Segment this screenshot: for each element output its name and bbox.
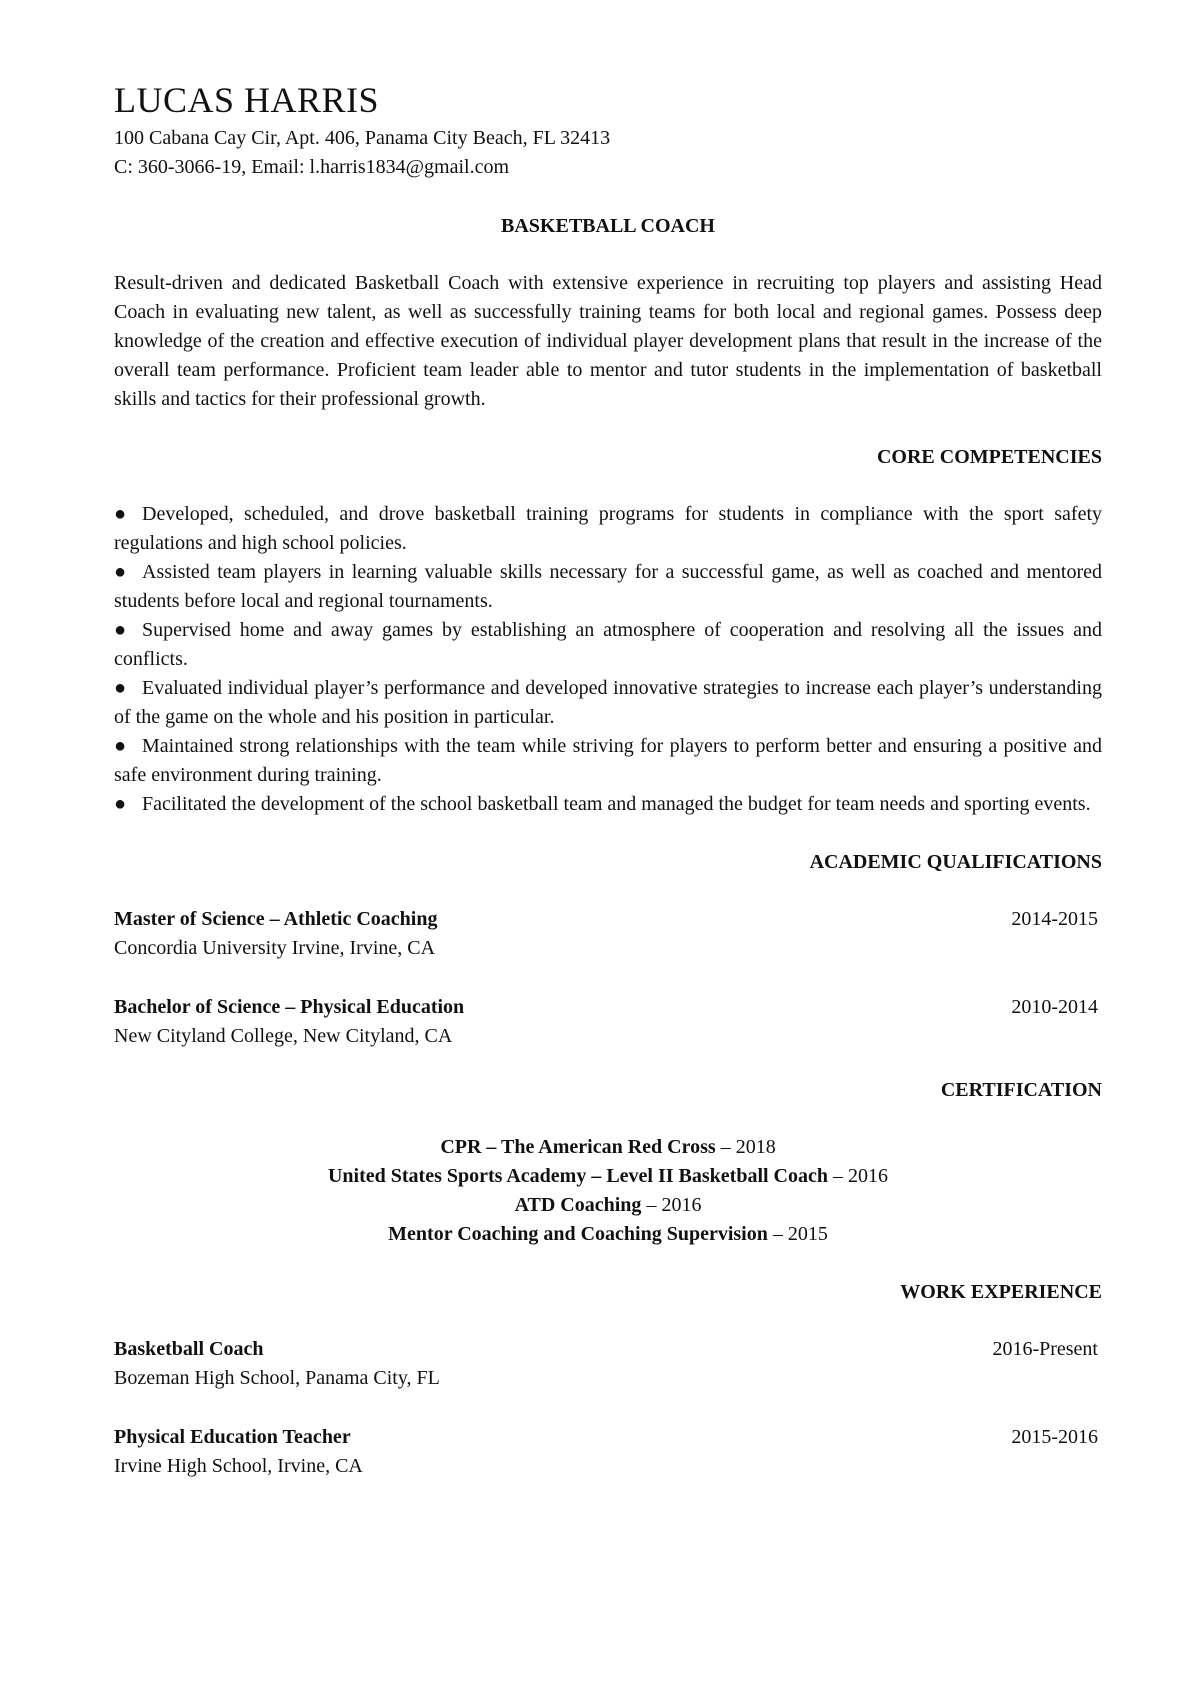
certification-heading: CERTIFICATION: [940, 1079, 1102, 1101]
education-entry: [114, 905, 1102, 963]
bullet-icon: ●: [114, 677, 127, 699]
work-experience-heading: WORK EXPERIENCE: [900, 1281, 1102, 1303]
certification-name: ATD Coaching: [514, 1194, 642, 1216]
competencies-list: [114, 500, 1102, 819]
job-title: Basketball Coach: [114, 1338, 264, 1360]
bullet-icon: ●: [114, 561, 127, 583]
school-name: Concordia University Irvine, Irvine, CA: [114, 937, 436, 959]
list-item: [114, 790, 1102, 819]
certification-item: [114, 1133, 1102, 1162]
competency-text: Developed, scheduled, and drove basketball training programs for students in compliance with the sport safety regulations and high school policies.: [114, 503, 1102, 554]
degree-title: Bachelor of Science – Physical Education: [114, 996, 465, 1018]
academic-qualifications-heading: ACADEMIC QUALIFICATIONS: [809, 851, 1102, 873]
certification-year: – 2015: [772, 1223, 828, 1245]
address-line: 100 Cabana Cay Cir, Apt. 406, Panama City Beach, FL 32413: [114, 127, 611, 149]
list-item: [114, 558, 1102, 616]
bullet-icon: ●: [114, 619, 127, 641]
employer-name: Irvine High School, Irvine, CA: [114, 1455, 363, 1477]
certification-list: [114, 1133, 1102, 1249]
certification-item: [114, 1191, 1102, 1220]
degree-years: 2010-2014: [1011, 996, 1098, 1018]
certification-name: CPR – The American Red Cross: [440, 1136, 716, 1158]
objective-title: BASKETBALL COACH: [501, 215, 715, 237]
certification-year: – 2018: [720, 1136, 776, 1158]
list-item: [114, 674, 1102, 732]
competency-text: Evaluated individual player’s performance and developed innovative strategies to increase each player’s understanding of the game on the whole and his position in particular.: [114, 677, 1102, 728]
school-name: New Cityland College, New Cityland, CA: [114, 1025, 453, 1047]
job-title: Physical Education Teacher: [114, 1426, 351, 1448]
degree-years: 2014-2015: [1011, 908, 1098, 930]
degree-title: Master of Science – Athletic Coaching: [114, 908, 438, 930]
experience-entry: [114, 1335, 1102, 1393]
competency-text: Maintained strong relationships with the team while striving for players to perform better and ensuring a positive and safe environment during training.: [114, 735, 1102, 786]
competency-text: Facilitated the development of the school basketball team and managed the budget for team needs and sporting events.: [142, 793, 1091, 815]
employer-name: Bozeman High School, Panama City, FL: [114, 1367, 440, 1389]
list-item: [114, 732, 1102, 790]
job-years: 2015-2016: [1011, 1426, 1098, 1448]
education-entry: [114, 993, 1102, 1051]
candidate-name: LUCAS HARRIS: [114, 80, 380, 120]
competency-text: Supervised home and away games by establishing an atmosphere of cooperation and resolving all the issues and conflicts.: [114, 619, 1102, 670]
certification-year: – 2016: [833, 1165, 888, 1187]
summary-paragraph: Result-driven and dedicated Basketball Coach with extensive experience in recruiting top players and assisting Head Coach in evaluating new talent, as well as successfully training teams for both local and regional games. Possess deep knowledge of the creation and effective execution of individual player development plans that result in the increase of the overall team performance. Proficient team leader able to mentor and tutor students in the implementation of basketball skills and tactics for their professional growth.: [114, 272, 1102, 410]
contact-line: C: 360-3066-19, Email: l.harris1834@gmail.com: [114, 156, 510, 178]
core-competencies-heading: CORE COMPETENCIES: [876, 446, 1102, 468]
certification-name: Mentor Coaching and Coaching Supervision: [388, 1223, 768, 1245]
certification-item: [114, 1162, 1102, 1191]
certification-year: – 2016: [646, 1194, 702, 1216]
bullet-icon: ●: [114, 793, 127, 815]
bullet-icon: ●: [114, 503, 127, 525]
experience-entry: [114, 1423, 1102, 1481]
contact-block: [114, 124, 1102, 182]
resume-page: [114, 78, 1102, 1481]
competency-text: Assisted team players in learning valuable skills necessary for a successful game, as well as coached and mentored students before local and regional tournaments.: [114, 561, 1102, 612]
list-item: [114, 616, 1102, 674]
bullet-icon: ●: [114, 735, 127, 757]
certification-item: [114, 1220, 1102, 1249]
job-years: 2016-Present: [992, 1338, 1098, 1360]
certification-name: United States Sports Academy – Level II Basketball Coach: [327, 1165, 828, 1187]
list-item: [114, 500, 1102, 558]
